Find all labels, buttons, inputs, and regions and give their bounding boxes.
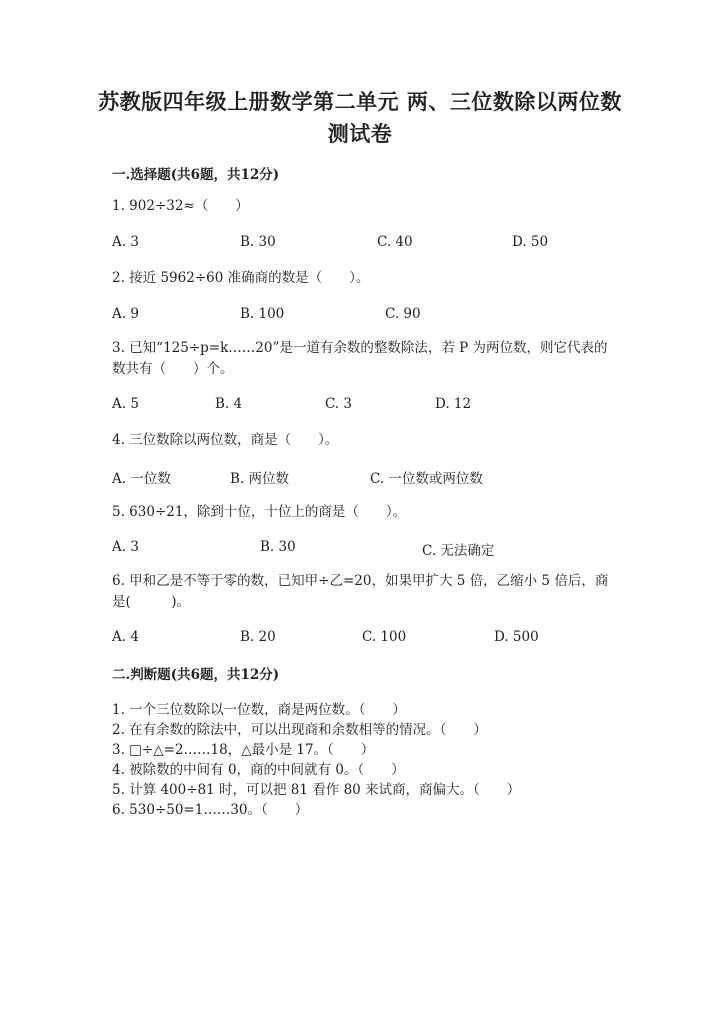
judgment-item-1: 1. 一个三位数除以一位数，商是两位数。（ ） xyxy=(112,702,406,718)
option-a: A. 3 xyxy=(112,539,139,555)
judgment-item-4: 4. 被除数的中间有 0，商的中间就有 0。（ ） xyxy=(112,762,405,778)
option-c: C. 无法确定 xyxy=(422,543,495,559)
judgment-item-5: 5. 计算 400÷81 时，可以把 81 看作 80 来试商，商偏大。（ ） xyxy=(112,782,521,798)
option-c: C. 90 xyxy=(385,306,421,322)
section-heading-judgment: 二.判断题(共6题，共12分) xyxy=(112,667,280,683)
option-b: B. 两位数 xyxy=(230,471,290,487)
option-b: B. 20 xyxy=(240,629,276,645)
option-a: A. 9 xyxy=(112,306,139,322)
option-d: D. 50 xyxy=(512,234,549,250)
option-d: D. 12 xyxy=(435,396,472,412)
section-heading-choice: 一.选择题(共6题，共12分) xyxy=(112,167,280,183)
judgment-item-2: 2. 在有余数的除法中，可以出现商和余数相等的情况。（ ） xyxy=(112,722,487,738)
option-c: C. 一位数或两位数 xyxy=(370,471,483,487)
question-2: 2. 接近 5962÷60 准确商的数是（ ）。 xyxy=(112,270,370,286)
question-3: 3. 已知“125÷p=k……20”是一道有余数的整数除法，若 P 为两位数，则它代表的数共有（ ）个。 xyxy=(112,340,608,377)
option-a: A. 4 xyxy=(112,629,139,645)
option-c: C. 40 xyxy=(377,234,413,250)
option-c: C. 3 xyxy=(325,396,353,412)
option-b: B. 4 xyxy=(215,396,243,412)
question-1: 1. 902÷32≈（ ） xyxy=(112,198,249,214)
option-d: D. 500 xyxy=(494,629,539,645)
question-4: 4. 三位数除以两位数，商是（ ）。 xyxy=(112,432,339,448)
option-b: B. 30 xyxy=(260,539,296,555)
option-b: B. 100 xyxy=(240,306,285,322)
option-a: A. 3 xyxy=(112,234,139,250)
page-title: 苏教版四年级上册数学第二单元 两、三位数除以两位数 测试卷 xyxy=(98,89,622,146)
question-6: 6. 甲和乙是不等于零的数，已知甲÷乙=20，如果甲扩大 5 倍，乙缩小 5 倍后，商是( )。 xyxy=(112,573,609,610)
option-a: A. 5 xyxy=(112,396,139,412)
question-5: 5. 630÷21，除到十位，十位上的商是（ ）。 xyxy=(112,504,407,520)
judgment-item-6: 6. 530÷50=1……30。（ ） xyxy=(112,802,309,818)
option-a: A. 一位数 xyxy=(112,471,171,487)
option-c: C. 100 xyxy=(362,629,407,645)
option-b: B. 30 xyxy=(240,234,276,250)
judgment-item-3: 3. □÷△=2……18，△最小是 17。（ ） xyxy=(112,742,375,758)
